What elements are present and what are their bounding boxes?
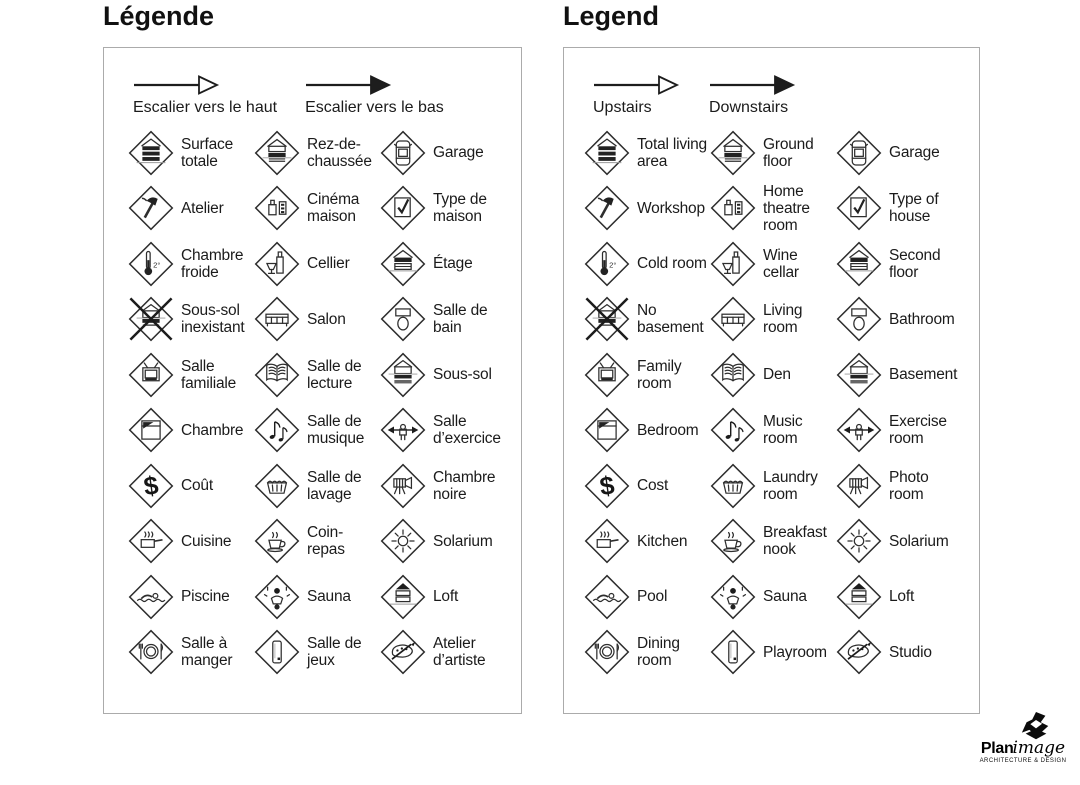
loft-icon xyxy=(380,574,426,620)
legend-item-label: Cold room xyxy=(637,255,707,273)
workshop-icon xyxy=(584,185,630,231)
laundry-room-icon xyxy=(254,463,300,509)
legend-item-loft xyxy=(380,569,506,625)
legend-item-breakfast-nook xyxy=(254,514,380,570)
legend-item-basement xyxy=(380,347,506,403)
laundry-room-icon xyxy=(710,463,756,509)
legend-item-label: Solarium xyxy=(433,532,493,550)
legend-item-label: Total living area xyxy=(637,135,707,170)
legend-item-bathroom xyxy=(836,292,962,348)
legend-item-studio xyxy=(380,625,506,681)
panel-french xyxy=(103,0,522,785)
home-theatre-icon xyxy=(254,185,300,231)
kitchen-icon xyxy=(584,518,630,564)
legend-item-photo-room xyxy=(836,458,962,514)
kitchen-icon xyxy=(128,518,174,564)
legend-item-bedroom xyxy=(584,403,710,459)
panel-box-english xyxy=(563,47,980,714)
legend-item-label: Pool xyxy=(637,588,668,606)
legend-item-no-basement xyxy=(128,292,254,348)
svg-text:$: $ xyxy=(598,471,617,502)
legend-item-basement xyxy=(836,347,962,403)
legend-item-label: Cinéma maison xyxy=(307,191,360,226)
logo-brand-italic: image xyxy=(1012,738,1066,758)
legend-item-cold-room xyxy=(128,236,254,292)
legend-item-workshop xyxy=(128,181,254,237)
legend-item-garage xyxy=(380,125,506,181)
legend-item-garage xyxy=(836,125,962,181)
legend-item-den xyxy=(710,347,836,403)
no-basement-icon xyxy=(128,296,174,342)
legend-item-label: Surface totale xyxy=(181,135,234,170)
legend-item-loft xyxy=(836,569,962,625)
legend-item-sauna xyxy=(710,569,836,625)
legend-item-label: Salon xyxy=(307,310,346,328)
legend-item-home-theatre xyxy=(710,181,836,237)
legend-item-laundry-room xyxy=(710,458,836,514)
legend-item-kitchen xyxy=(128,514,254,570)
legend-item-kitchen xyxy=(584,514,710,570)
legend-item-label: Cellier xyxy=(307,255,350,273)
legend-item-label: Loft xyxy=(889,588,915,606)
legend-item-label: Coin-repas xyxy=(307,524,345,559)
basement-icon xyxy=(380,352,426,398)
legend-item-second-floor xyxy=(836,236,962,292)
legend-item-living-room xyxy=(710,292,836,348)
photo-room-icon xyxy=(836,463,882,509)
stair-arrow-label: Escalier vers le bas xyxy=(305,99,444,116)
legend-item-label: Type de maison xyxy=(433,191,487,226)
legend-item-label: Étage xyxy=(433,255,473,273)
family-room-icon xyxy=(128,352,174,398)
cost-icon xyxy=(584,463,630,509)
legend-item-family-room xyxy=(128,347,254,403)
stair-arrows-row-french xyxy=(104,48,521,119)
legend-item-laundry-room xyxy=(254,458,380,514)
legend-item-total-living-area xyxy=(584,125,710,181)
ground-floor-icon xyxy=(254,130,300,176)
legend-item-bedroom xyxy=(128,403,254,459)
breakfast-nook-icon xyxy=(710,518,756,564)
legend-item-pool xyxy=(584,569,710,625)
living-room-icon xyxy=(254,296,300,342)
legend-item-playroom xyxy=(254,625,380,681)
panel-title-french: Légende xyxy=(103,1,215,31)
cold-room-icon xyxy=(584,241,630,287)
legend-item-photo-room xyxy=(380,458,506,514)
workshop-icon xyxy=(128,185,174,231)
legend-item-solarium xyxy=(836,514,962,570)
legend-item-music-room xyxy=(710,403,836,459)
sauna-icon xyxy=(710,574,756,620)
legend-item-label: Playroom xyxy=(763,643,827,661)
legend-item-sauna xyxy=(254,569,380,625)
legend-item-label: Wine cellar xyxy=(763,246,799,281)
legend-item-music-room xyxy=(254,403,380,459)
dining-room-icon xyxy=(584,629,630,675)
pool-icon xyxy=(128,574,174,620)
legend-item-type-of-house xyxy=(380,181,506,237)
legend-item-label: Laundry room xyxy=(763,468,818,503)
legend-item-home-theatre xyxy=(254,181,380,237)
legend-item-label: Rez-de-chaussée xyxy=(307,135,372,170)
type-of-house-icon xyxy=(380,185,426,231)
legend-item-cost xyxy=(584,458,710,514)
legend-item-label: Piscine xyxy=(181,588,230,606)
legend-item-exercise-room xyxy=(380,403,506,459)
legend-item-living-room xyxy=(254,292,380,348)
stair-up-arrow xyxy=(593,74,681,119)
planimage-logo-wordmark xyxy=(981,740,1065,757)
legend-item-playroom xyxy=(710,625,836,681)
playroom-icon xyxy=(254,629,300,675)
playroom-icon xyxy=(710,629,756,675)
stair-arrow-label: Downstairs xyxy=(709,99,789,116)
legend-item-label: Chambre xyxy=(181,421,244,439)
legend-item-label: Living room xyxy=(763,302,803,337)
legend-item-label: Photo room xyxy=(889,468,929,503)
stair-down-arrow xyxy=(709,74,797,119)
solarium-icon xyxy=(380,518,426,564)
legend-item-label: Kitchen xyxy=(637,532,688,550)
stair-arrow-label: Escalier vers le haut xyxy=(133,99,278,116)
legend-item-label: Studio xyxy=(889,643,932,661)
legend-item-label: Den xyxy=(763,366,791,384)
panel-box-french xyxy=(103,47,522,714)
photo-room-icon xyxy=(380,463,426,509)
studio-icon xyxy=(380,629,426,675)
legend-item-label: Sous-sol xyxy=(433,366,492,384)
legend-item-label: Salle de lavage xyxy=(307,468,362,503)
stair-up-arrow-icon xyxy=(133,74,221,96)
legend-item-wine-cellar xyxy=(710,236,836,292)
legend-item-ground-floor xyxy=(254,125,380,181)
bedroom-icon xyxy=(584,407,630,453)
legend-item-label: Dining room xyxy=(637,635,680,670)
legend-item-label: Ground floor xyxy=(763,135,814,170)
legend-item-label: Music room xyxy=(763,413,803,448)
stair-down-arrow-icon xyxy=(305,74,393,96)
legend-item-label: Loft xyxy=(433,588,459,606)
legend-item-label: Workshop xyxy=(637,199,705,217)
type-of-house-icon xyxy=(836,185,882,231)
legend-item-label: Bathroom xyxy=(889,310,955,328)
legend-item-label: Salle de musique xyxy=(307,413,365,448)
legend-item-bathroom xyxy=(380,292,506,348)
legend-item-label: Salle de bain xyxy=(433,302,488,337)
cost-icon xyxy=(128,463,174,509)
legend-item-label: Salle d’exercice xyxy=(433,413,501,448)
legend-item-cost xyxy=(128,458,254,514)
loft-icon xyxy=(836,574,882,620)
basement-icon xyxy=(836,352,882,398)
living-room-icon xyxy=(710,296,756,342)
legend-item-label: Exercise room xyxy=(889,413,947,448)
legend-item-ground-floor xyxy=(710,125,836,181)
logo-brand-bold: Plan xyxy=(980,740,1014,757)
studio-icon xyxy=(836,629,882,675)
stair-up-arrow xyxy=(133,74,277,119)
legend-item-exercise-room xyxy=(836,403,962,459)
music-room-icon xyxy=(254,407,300,453)
total-living-area-icon xyxy=(128,130,174,176)
svg-text:$: $ xyxy=(142,471,161,502)
legend-item-label: Salle à manger xyxy=(181,635,233,670)
garage-icon xyxy=(380,130,426,176)
legend-item-label: Salle familiale xyxy=(181,357,237,392)
legend-item-breakfast-nook xyxy=(710,514,836,570)
legend-item-label: Bedroom xyxy=(637,421,699,439)
ground-floor-icon xyxy=(710,130,756,176)
legend-item-solarium xyxy=(380,514,506,570)
legend-item-wine-cellar xyxy=(254,236,380,292)
panel-english xyxy=(563,0,980,785)
legend-item-label: Garage xyxy=(433,144,484,162)
exercise-room-icon xyxy=(380,407,426,453)
second-floor-icon xyxy=(380,241,426,287)
legend-item-family-room xyxy=(584,347,710,403)
no-basement-icon xyxy=(584,296,630,342)
legend-item-no-basement xyxy=(584,292,710,348)
legend-item-label: Atelier d’artiste xyxy=(433,635,486,670)
wine-cellar-icon xyxy=(254,241,300,287)
legend-item-total-living-area xyxy=(128,125,254,181)
svg-text:2°: 2° xyxy=(609,260,617,270)
legend-item-label: Sous-sol inexistant xyxy=(181,302,245,337)
legend-item-label: Chambre froide xyxy=(181,246,244,281)
legend-grid-french xyxy=(104,119,521,680)
wine-cellar-icon xyxy=(710,241,756,287)
legend-item-label: Solarium xyxy=(889,532,949,550)
legend-item-label: Coût xyxy=(181,477,213,495)
second-floor-icon xyxy=(836,241,882,287)
music-room-icon xyxy=(710,407,756,453)
legend-item-workshop xyxy=(584,181,710,237)
stair-arrows-row-english xyxy=(564,48,979,119)
legend-item-label: Cost xyxy=(637,477,669,495)
legend-item-type-of-house xyxy=(836,181,962,237)
legend-item-cold-room xyxy=(584,236,710,292)
legend-item-label: Breakfast nook xyxy=(763,524,827,559)
dining-room-icon xyxy=(128,629,174,675)
cold-room-icon xyxy=(128,241,174,287)
planimage-logo xyxy=(972,711,1074,764)
family-room-icon xyxy=(584,352,630,398)
stair-down-arrow-icon xyxy=(709,74,797,96)
panel-title-english: Legend xyxy=(563,1,660,31)
legend-item-label: Cuisine xyxy=(181,532,232,550)
logo-tagline: ARCHITECTURE & DESIGN xyxy=(979,758,1067,764)
legend-grid-english xyxy=(564,119,979,680)
total-living-area-icon xyxy=(584,130,630,176)
exercise-room-icon xyxy=(836,407,882,453)
den-icon xyxy=(710,352,756,398)
stair-down-arrow xyxy=(305,74,444,119)
legend-item-pool xyxy=(128,569,254,625)
legend-item-label: Garage xyxy=(889,144,940,162)
legend-item-label: Basement xyxy=(889,366,958,384)
legend-item-label: Salle de lecture xyxy=(307,357,362,392)
bathroom-icon xyxy=(380,296,426,342)
legend-item-label: Chambre noire xyxy=(433,468,496,503)
legend-item-label: Family room xyxy=(637,357,682,392)
breakfast-nook-icon xyxy=(254,518,300,564)
legend-item-label: Second floor xyxy=(889,246,941,281)
legend-item-label: No basement xyxy=(637,302,704,337)
bathroom-icon xyxy=(836,296,882,342)
legend-item-label: Type of house xyxy=(889,191,939,226)
bedroom-icon xyxy=(128,407,174,453)
garage-icon xyxy=(836,130,882,176)
legend-item-label: Atelier xyxy=(181,199,224,217)
svg-text:2°: 2° xyxy=(153,260,161,270)
legend-item-studio xyxy=(836,625,962,681)
legend-item-dining-room xyxy=(128,625,254,681)
sauna-icon xyxy=(254,574,300,620)
home-theatre-icon xyxy=(710,185,756,231)
stair-arrow-label: Upstairs xyxy=(593,99,652,116)
legend-item-label: Sauna xyxy=(763,588,807,606)
legend-item-label: Sauna xyxy=(307,588,351,606)
legend-item-second-floor xyxy=(380,236,506,292)
legend-item-den xyxy=(254,347,380,403)
legend-item-label: Home theatre room xyxy=(763,182,810,234)
den-icon xyxy=(254,352,300,398)
pool-icon xyxy=(584,574,630,620)
legend-item-dining-room xyxy=(584,625,710,681)
stair-up-arrow-icon xyxy=(593,74,681,96)
solarium-icon xyxy=(836,518,882,564)
legend-item-label: Salle de jeux xyxy=(307,635,362,670)
